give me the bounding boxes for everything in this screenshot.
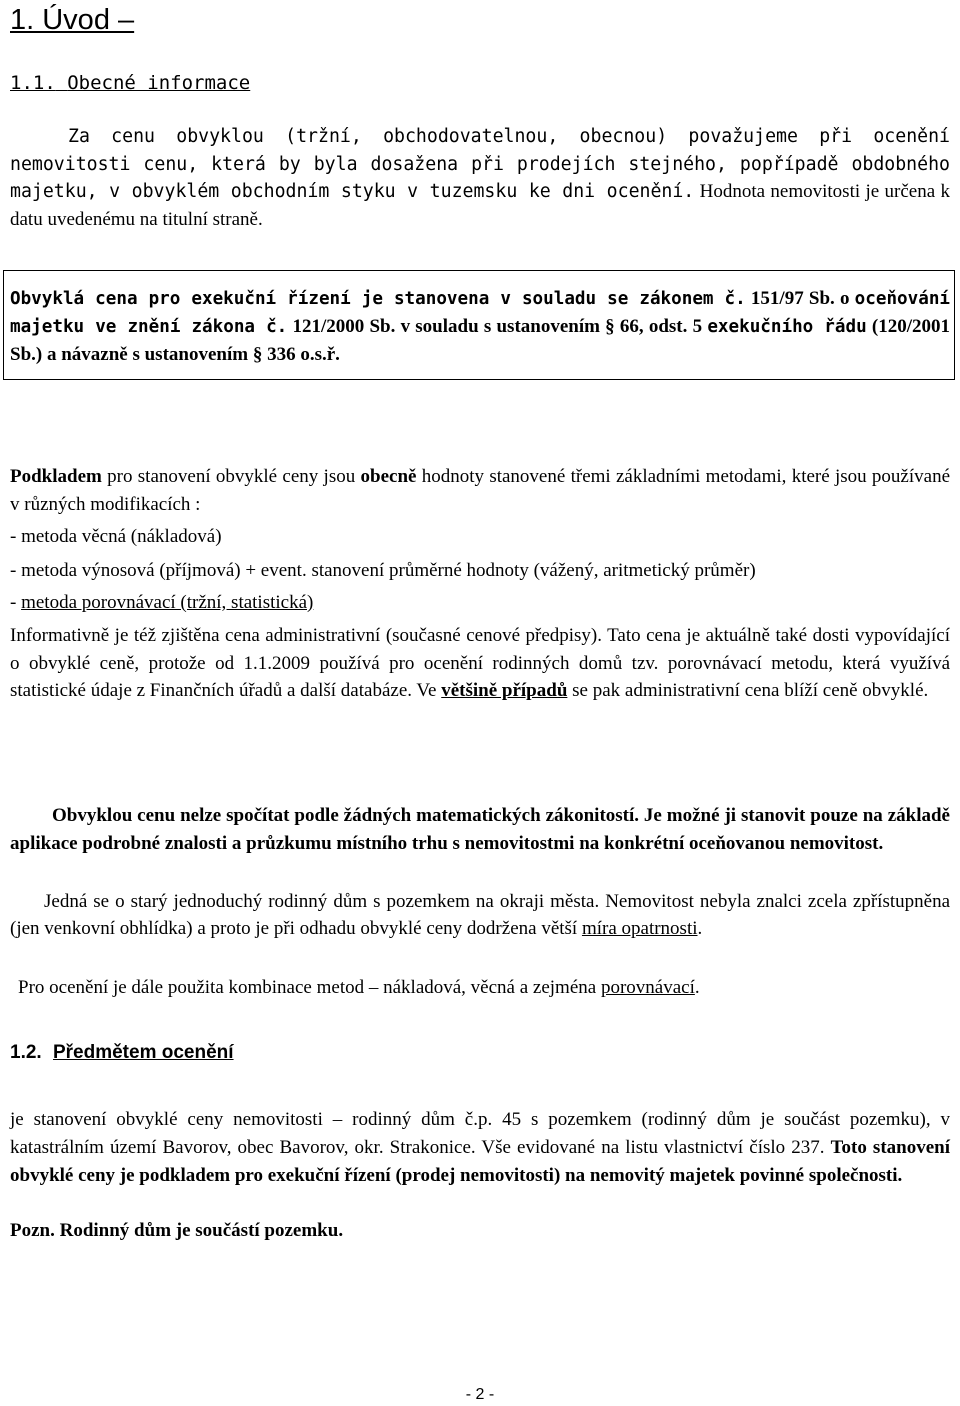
methods-combination <box>18 977 700 999</box>
legal-text-4: 121/2000 Sb. v souladu s ustanovením § 66, odst. 5 <box>292 316 703 337</box>
legal-text-5: exekučního řádu <box>707 317 867 337</box>
informative-end: se pak administrativní cena blíží ceně obvyklé. <box>572 680 929 701</box>
podklad-bold: Podkladem <box>10 466 102 487</box>
method-cost: - metoda věcná (nákladová) <box>10 526 222 547</box>
section-title: Obecné informace <box>67 72 251 94</box>
section-title: Předmětem ocenění <box>52 1042 234 1063</box>
intro-serif-text: Hodnota nemovitosti je určena k datu uvedenému na titulní straně. <box>10 181 951 230</box>
intro-mono-text: Za cenu obvyklou (tržní, obchodovatelnou, obecnou) považujeme při ocenění nemovitosti cenu, která by byla dosažena při prodejích stejného, popřípadě obdobného majetku, v obvyklém obchodním styku v tuzemsku ke dni ocenění. <box>10 126 950 202</box>
legal-text-6: (120/2001 Sb.) a návazně s ustanovením § 336 o.s.ř. <box>10 316 951 365</box>
section-heading-1-2 <box>10 1042 234 1064</box>
caution-dot: . <box>697 918 703 939</box>
combination-dot: . <box>694 977 700 998</box>
predmet-paragraph <box>10 1106 950 1190</box>
section-number: 1.2. <box>10 1042 42 1063</box>
section-number: 1.1. <box>10 72 56 94</box>
legal-basis-text <box>10 285 950 368</box>
predmet-text: je stanovení obvyklé ceny nemovitosti – rodinný dům č.p. 45 s pozemkem (rodinný dům je součást pozemku), v katastrálním území Bavorov, obec Bavorov, okr. Strakonice. Vše evidované na listu vlastnictví číslo 237. <box>10 1109 950 1158</box>
method-dash: - <box>10 592 22 613</box>
legal-text-1: Obvyklá cena pro exekuční řízení je stanovena v souladu se zákonem č. <box>10 289 746 309</box>
property-text: Jedná se o starý jednoduchý rodinný dům s pozemkem na okraji města. Nemovitost nebyla znalci zcela zpřístupněna (jen venkovní obhlídka) a proto je při odhadu obvyklé ceny dodržena větší <box>10 891 950 939</box>
obvyklou-bold-paragraph: Obvyklou cenu nelze spočítat podle žádných matematických zákonitostí. Je možné ji stanovit pouze na základě aplikace podrobné znalosti a průzkumu místního trhu s nemovitostmi na konkrétní oceňovanou nemovitost. <box>10 805 950 854</box>
informative-text: Informativně je též zjištěna cena administrativní (současné cenové předpisy). Tato cena je aktuálně také dosti vypovídající o obvyklé ceně, protože od 1.1.2009 používá pro ocenění rodinných domů tzv. porovnávací metodu, která využívá statistické údaje z Finančních úřadů a další databáze. Ve <box>10 625 950 701</box>
property-description <box>10 888 950 942</box>
informative-bold: většině případů <box>441 680 568 701</box>
combination-underlined: porovnávací <box>600 977 695 998</box>
method-comparative <box>10 592 313 614</box>
predmet-bold: Toto stanovení obvyklé ceny je podkladem pro exekuční řízení (prodej nemovitosti) na nemovitý majetek povinné společnosti. <box>10 1137 951 1186</box>
podklad-paragraph <box>10 463 950 518</box>
page-number: - 2 - <box>465 1386 495 1403</box>
note-line: Pozn. Rodinný dům je součástí pozemku. <box>10 1220 344 1241</box>
legal-text-3: oceňování majetku ve znění zákona č. <box>10 289 951 337</box>
podklad-text-1: pro stanovení obvyklé ceny jsou <box>107 466 356 487</box>
method-comparative-label: metoda porovnávací (tržní, statistická) <box>21 592 314 613</box>
intro-paragraph <box>10 123 950 233</box>
page-title: 1. Úvod – <box>10 4 135 36</box>
informative-paragraph <box>10 622 950 705</box>
podklad-text-2: hodnoty stanovené třemi základními metodami, které jsou používané v různých modifikacích : <box>10 466 951 515</box>
combination-text: Pro ocenění je dále použita kombinace metod – nákladová, věcná a zejména <box>18 977 597 998</box>
podklad-bold-2: obecně <box>360 466 417 487</box>
method-income: - metoda výnosová (příjmová) + event. stanovení průměrné hodnoty (vážený, aritmetický průměr) <box>10 560 756 581</box>
caution-text: míra opatrnosti <box>581 918 698 939</box>
legal-text-2: 151/97 Sb. o <box>750 288 850 309</box>
section-heading-1-1 <box>10 72 250 94</box>
